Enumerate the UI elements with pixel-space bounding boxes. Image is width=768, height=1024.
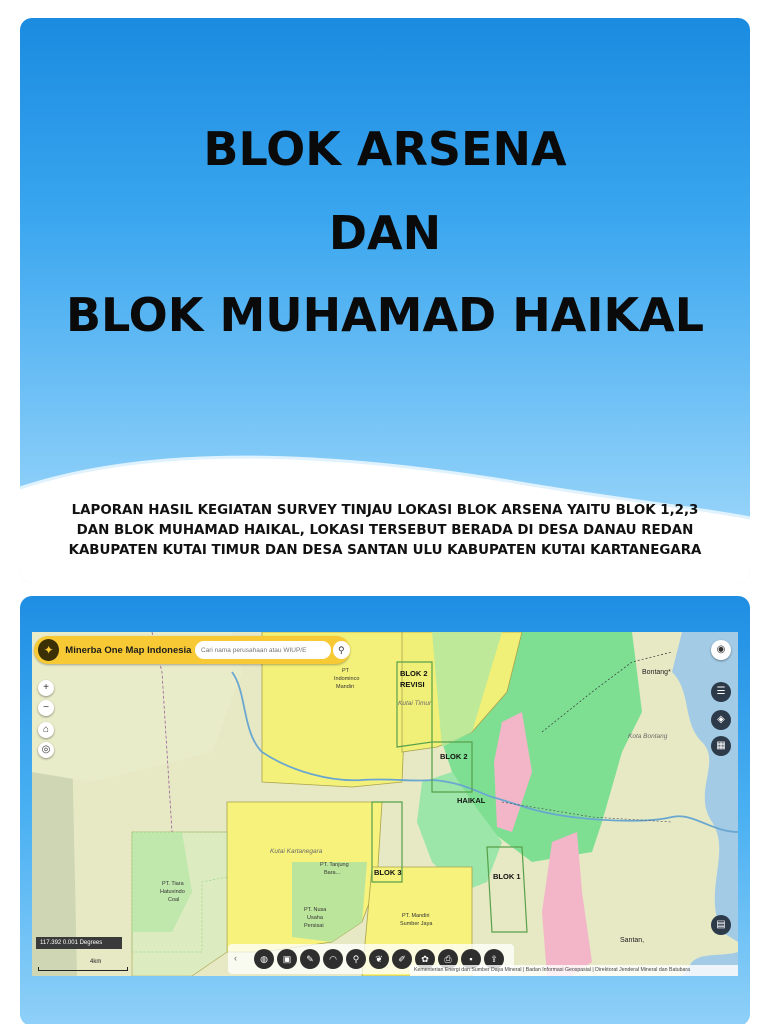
title-slide [20, 18, 750, 583]
palette-icon[interactable]: ✿ [415, 949, 435, 969]
attribution-text: Kementerian Energi dan Sumber Daya Mineral | Badan Informasi Geospasial | Direktorat Jenderal Mineral dan Batubara [410, 965, 738, 976]
blok-1-label: BLOK 1 [493, 872, 521, 881]
locate-icon[interactable]: ◎ [38, 742, 54, 758]
layers-icon[interactable]: ◈ [711, 710, 731, 730]
santan-label: Santan, [620, 937, 645, 944]
pt-tiara-label-1: PT. Tiara [162, 881, 184, 887]
print-icon[interactable]: ⎙ [438, 949, 458, 969]
home-icon[interactable]: ⌂ [38, 722, 54, 738]
map-view[interactable] [32, 632, 738, 976]
pencil-icon[interactable]: ✎ [300, 949, 320, 969]
share-icon[interactable]: ⇪ [484, 949, 504, 969]
pt-tiara-label-3: Coal [168, 897, 180, 903]
coordinate-readout: 117.392 0.001 Degrees [36, 937, 122, 949]
toolbar-left-arrow-icon[interactable]: ‹ [234, 953, 237, 963]
grid-icon[interactable]: ▦ [711, 736, 731, 756]
pt-mandiri-label-1: PT. Mandiri [402, 913, 430, 919]
draw-icon[interactable]: ◠ [323, 949, 343, 969]
search-icon[interactable]: ⚲ [333, 641, 350, 659]
blok-2-revisi-sub-label: REVISI [400, 680, 425, 689]
pt-tanjung-label-2: Bara... [324, 870, 341, 876]
blok-2-label: BLOK 2 [440, 752, 468, 761]
subtitle-line-3: KABUPATEN KUTAI TIMUR DAN DESA SANTAN ULU KABUPATEN KUTAI KARTANEGARA [68, 543, 702, 558]
pt-nusa-label-1: PT. Nusa [304, 907, 327, 913]
haikal-label: HAIKAL [457, 796, 486, 805]
pt-indominco-label-3: Mandiri [336, 684, 355, 690]
kutai-kartanegara-label: Kutai Kartanegara [270, 848, 323, 855]
esdm-logo-icon: ✦ [38, 639, 59, 661]
zoom-out-button[interactable]: − [38, 700, 54, 716]
kutai-timur-label: Kutai Timur [398, 700, 432, 707]
pin-icon[interactable]: ⚲ [346, 949, 366, 969]
map-header-bar [34, 636, 350, 664]
bontang-label: Bontang* [642, 669, 671, 676]
zoom-in-button[interactable]: + [38, 680, 54, 696]
title-line-3: BLOK MUHAMAD HAIKAL [65, 288, 705, 342]
kota-bontang-label: Kota Bontang [628, 733, 668, 740]
edit-icon[interactable]: ✐ [392, 949, 412, 969]
leaf-icon[interactable]: ❦ [369, 949, 389, 969]
pt-indominco-label-1: PT [342, 668, 350, 674]
pt-nusa-label-3: Persisai [304, 923, 324, 929]
blok-3-label: BLOK 3 [374, 868, 402, 877]
app-name: Minerba One Map Indonesia [65, 644, 192, 656]
list-icon[interactable]: ☰ [711, 682, 731, 702]
map-canvas[interactable] [32, 632, 738, 976]
pt-mandiri-label-2: Sumber Jaya [400, 921, 433, 927]
pt-indominco-label-2: Indominco [334, 676, 360, 682]
visibility-icon[interactable]: ◉ [711, 640, 731, 660]
title-line-1: BLOK ARSENA [203, 122, 567, 176]
scale-label: 4km [90, 959, 102, 965]
globe-icon[interactable]: ◍ [254, 949, 274, 969]
pt-tiara-label-2: Hatuvindo [160, 889, 185, 895]
subtitle-line-1: LAPORAN HASIL KEGIATAN SURVEY TINJAU LOKASI BLOK ARSENA YAITU BLOK 1,2,3 [71, 503, 699, 518]
title-line-2: DAN [328, 206, 442, 260]
pt-nusa-label-2: Usaha [307, 915, 323, 921]
pt-tanjung-label-1: PT. Tanjung [320, 862, 349, 868]
table-icon[interactable]: ▤ [711, 915, 731, 935]
bag-icon[interactable]: ▣ [277, 949, 297, 969]
subtitle-line-2: DAN BLOK MUHAMAD HAIKAL, LOKASI TERSEBUT BERADA DI DESA DANAU REDAN [76, 523, 694, 538]
scale-bar [38, 967, 128, 971]
save-icon[interactable]: ▪ [461, 949, 481, 969]
blok-2-revisi-label: BLOK 2 [400, 669, 428, 678]
search-input[interactable] [195, 641, 331, 659]
